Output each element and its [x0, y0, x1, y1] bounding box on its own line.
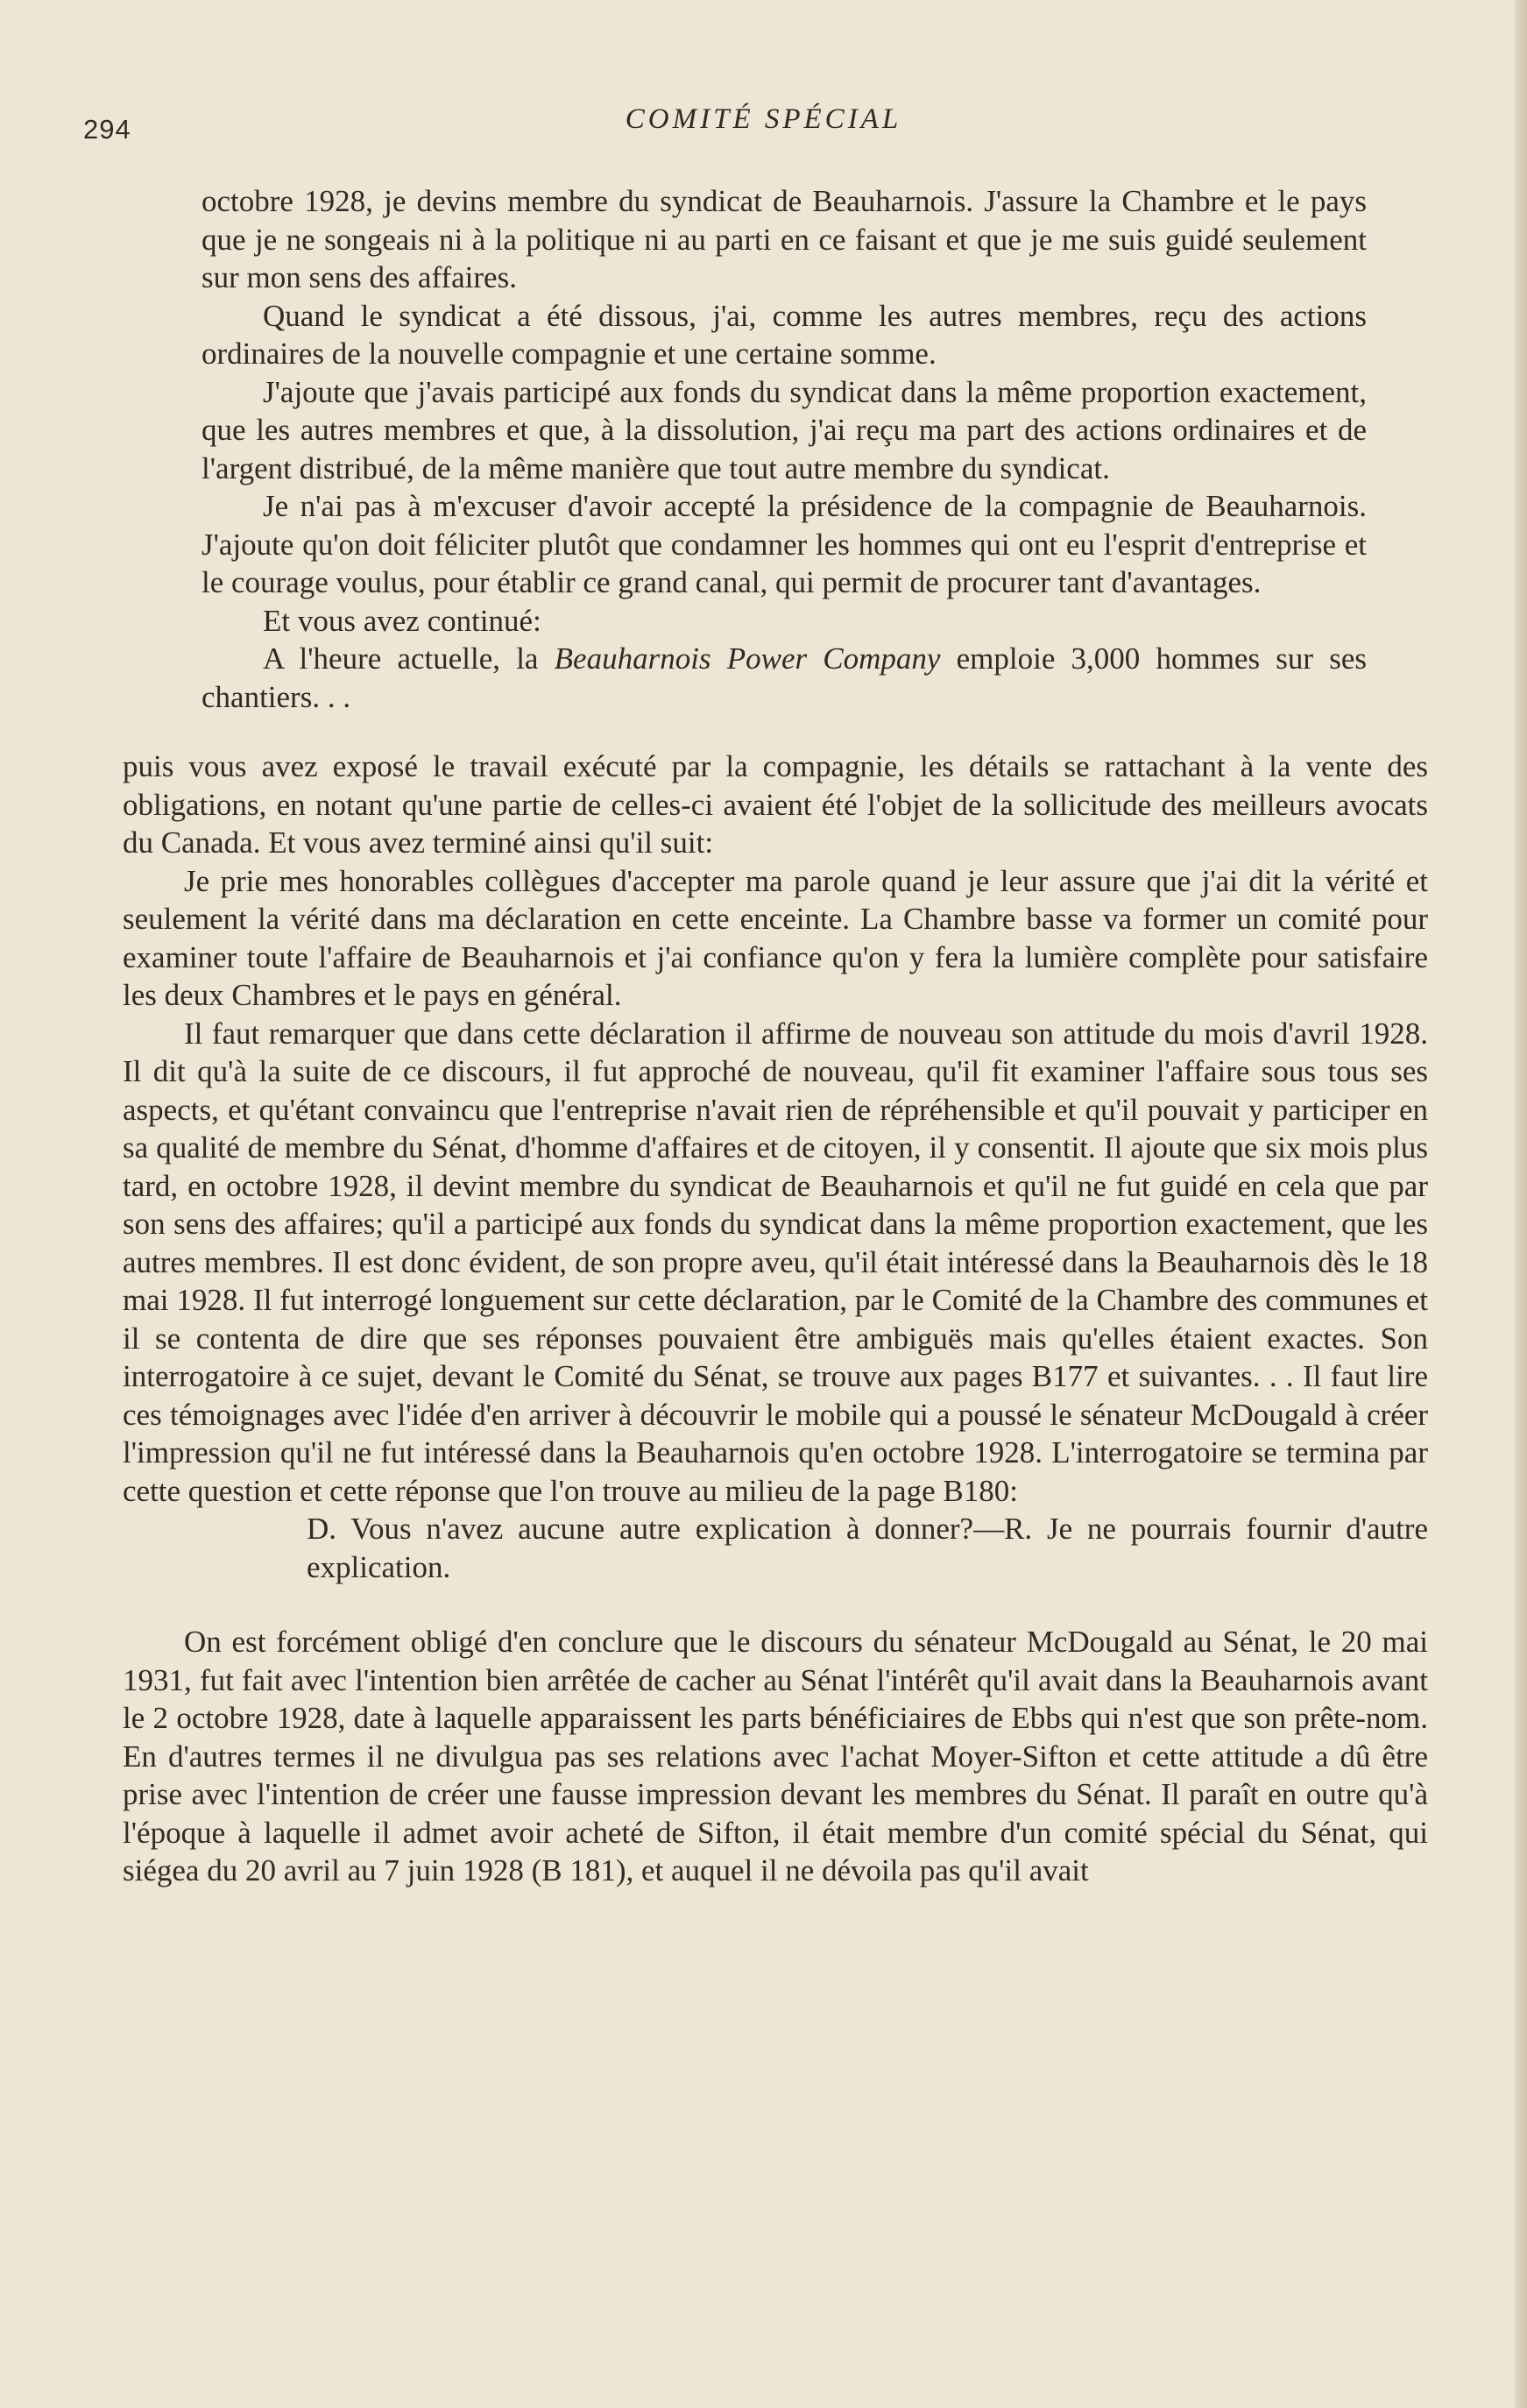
body-paragraph: puis vous avez exposé le travail exécuté par la compagnie, les détails se rattachant à la vente des obligations, en notant qu'une partie de celles-ci avaient été l'objet de la sollicitude des meilleurs avocats du Canada. Et vous avez terminé ainsi qu'il suit: — [123, 749, 1428, 860]
running-title: COMITÉ SPÉCIAL — [625, 103, 902, 135]
body-paragraph: On est forcément obligé d'en conclure que le discours du sénateur McDougald au Sénat, le 20 mai 1931, fut fait avec l'intention bien arrêtée de cacher au Sénat l'intérêt qu'il avait dans la Beauharnois avant le 2 octobre 1928, date à laquelle apparaissent les parts bénéficiaires de Ebbs qui n'est que son prête-nom. En d'autres termes il ne divulgua pas ses relations avec l'achat Moyer-Sifton et cette attitude a dû être prise avec l'intention de créer une fausse impression devant les membres du Sénat. Il paraît en outre qu'à l'époque à laquelle il admet avoir acheté de Sifton, il était membre d'un comité spécial du Sénat, qui siégea du 20 avril au 7 juin 1928 (B 181), et auquel il ne dévoila pas qu'il avait — [123, 1625, 1428, 1887]
quote-paragraph: J'ajoute que j'avais participé aux fonds du syndicat dans la même proportion exactement, que les autres membres et que, à la dissolution, j'ai reçu ma part des actions ordinaires et de l'argent distribué, de la même manière que tout autre membre du syndicat. — [201, 374, 1367, 485]
quote-paragraph: octobre 1928, je devins membre du syndicat de Beauharnois. J'assure la Chambre et le pays que je ne songeais ni à la politique ni au parti en ce faisant et que je me suis guidé seulement sur mon sens des affaires. — [201, 184, 1367, 294]
quote-text: emploie 3,000 hommes sur ses chantiers. . . — [201, 641, 1367, 714]
page-header — [0, 98, 1527, 151]
quote-paragraph: Et vous avez continué: — [263, 603, 541, 638]
page-body — [123, 182, 1428, 1890]
quote-paragraph: Je n'ai pas à m'excuser d'avoir accepté la présidence de la compagnie de Beauharnois. J'ajoute qu'on doit féliciter plutôt que condamner les hommes qui ont eu l'esprit d'entreprise et le courage voulus, pour établir ce grand canal, qui permit de procurer tant d'avantages. — [201, 489, 1367, 599]
spacer — [123, 716, 1428, 747]
body-paragraph: Je prie mes honorables collègues d'accepter ma parole quand je leur assure que j'ai dit la vérité et seulement la vérité dans ma déclaration en cette enceinte. La Chambre basse va former un comité pour examiner toute l'affaire de Beauharnois et j'ai confiance qu'on y fera la lumière complète pour satisfaire les deux Chambres et le pays en général. — [123, 863, 1428, 1012]
page-edge-shadow — [1515, 0, 1527, 2408]
spacer — [123, 1586, 1428, 1623]
qa-excerpt: D. Vous n'avez aucune autre explication à donner?—R. Je ne pourrais fournir d'autre explication. — [307, 1512, 1428, 1584]
quote-text: A l'heure actuelle, la — [263, 641, 555, 676]
quote-paragraph: Quand le syndicat a été dissous, j'ai, comme les autres membres, reçu des actions ordinaires de la nouvelle compagnie et une certaine somme. — [201, 298, 1367, 371]
quote-paragraph — [201, 640, 1367, 716]
page-number: 294 — [83, 114, 131, 145]
body-paragraph: Il faut remarquer que dans cette déclaration il affirme de nouveau son attitude du mois d'avril 1928. Il dit qu'à la suite de ce discours, il fut approché de nouveau, qu'il fit examiner l'affaire sous tous ses aspects, et qu'étant convaincu que l'entreprise n'avait rien de répréhensible et qu'il pouvait y participer en sa qualité de membre du Sénat, d'homme d'affaires et de citoyen, il y consentit. Il ajoute que six mois plus tard, en octobre 1928, il devint membre du syndicat de Beauharnois et qu'il ne fut guidé en cela que par son sens des affaires; qu'il a participé aux fonds du syndicat dans la même proportion exactement, que les autres membres. Il est donc évident, de son propre aveu, qu'il était intéressé dans la Beauharnois dès le 18 mai 1928. Il fut interrogé longuement sur cette déclaration, par le Comité de la Chambre des communes et il se contenta de dire que ses réponses pouvaient être ambiguës mais qu'elles étaient exactes. Son interrogatoire à ce sujet, devant le Comité du Sénat, se trouve aux pages B177 et suivantes. . . Il faut lire ces témoignages avec l'idée d'en arriver à découvrir le mobile qui a poussé le sénateur McDougald à créer l'impression qu'il ne fut intéressé dans la Beauharnois qu'en octobre 1928. L'interrogatoire se termina par cette question et cette réponse que l'on trouve au milieu de la page B180: — [123, 1016, 1428, 1508]
company-name: Beauharnois Power Company — [554, 641, 941, 676]
block-quote — [201, 182, 1367, 716]
